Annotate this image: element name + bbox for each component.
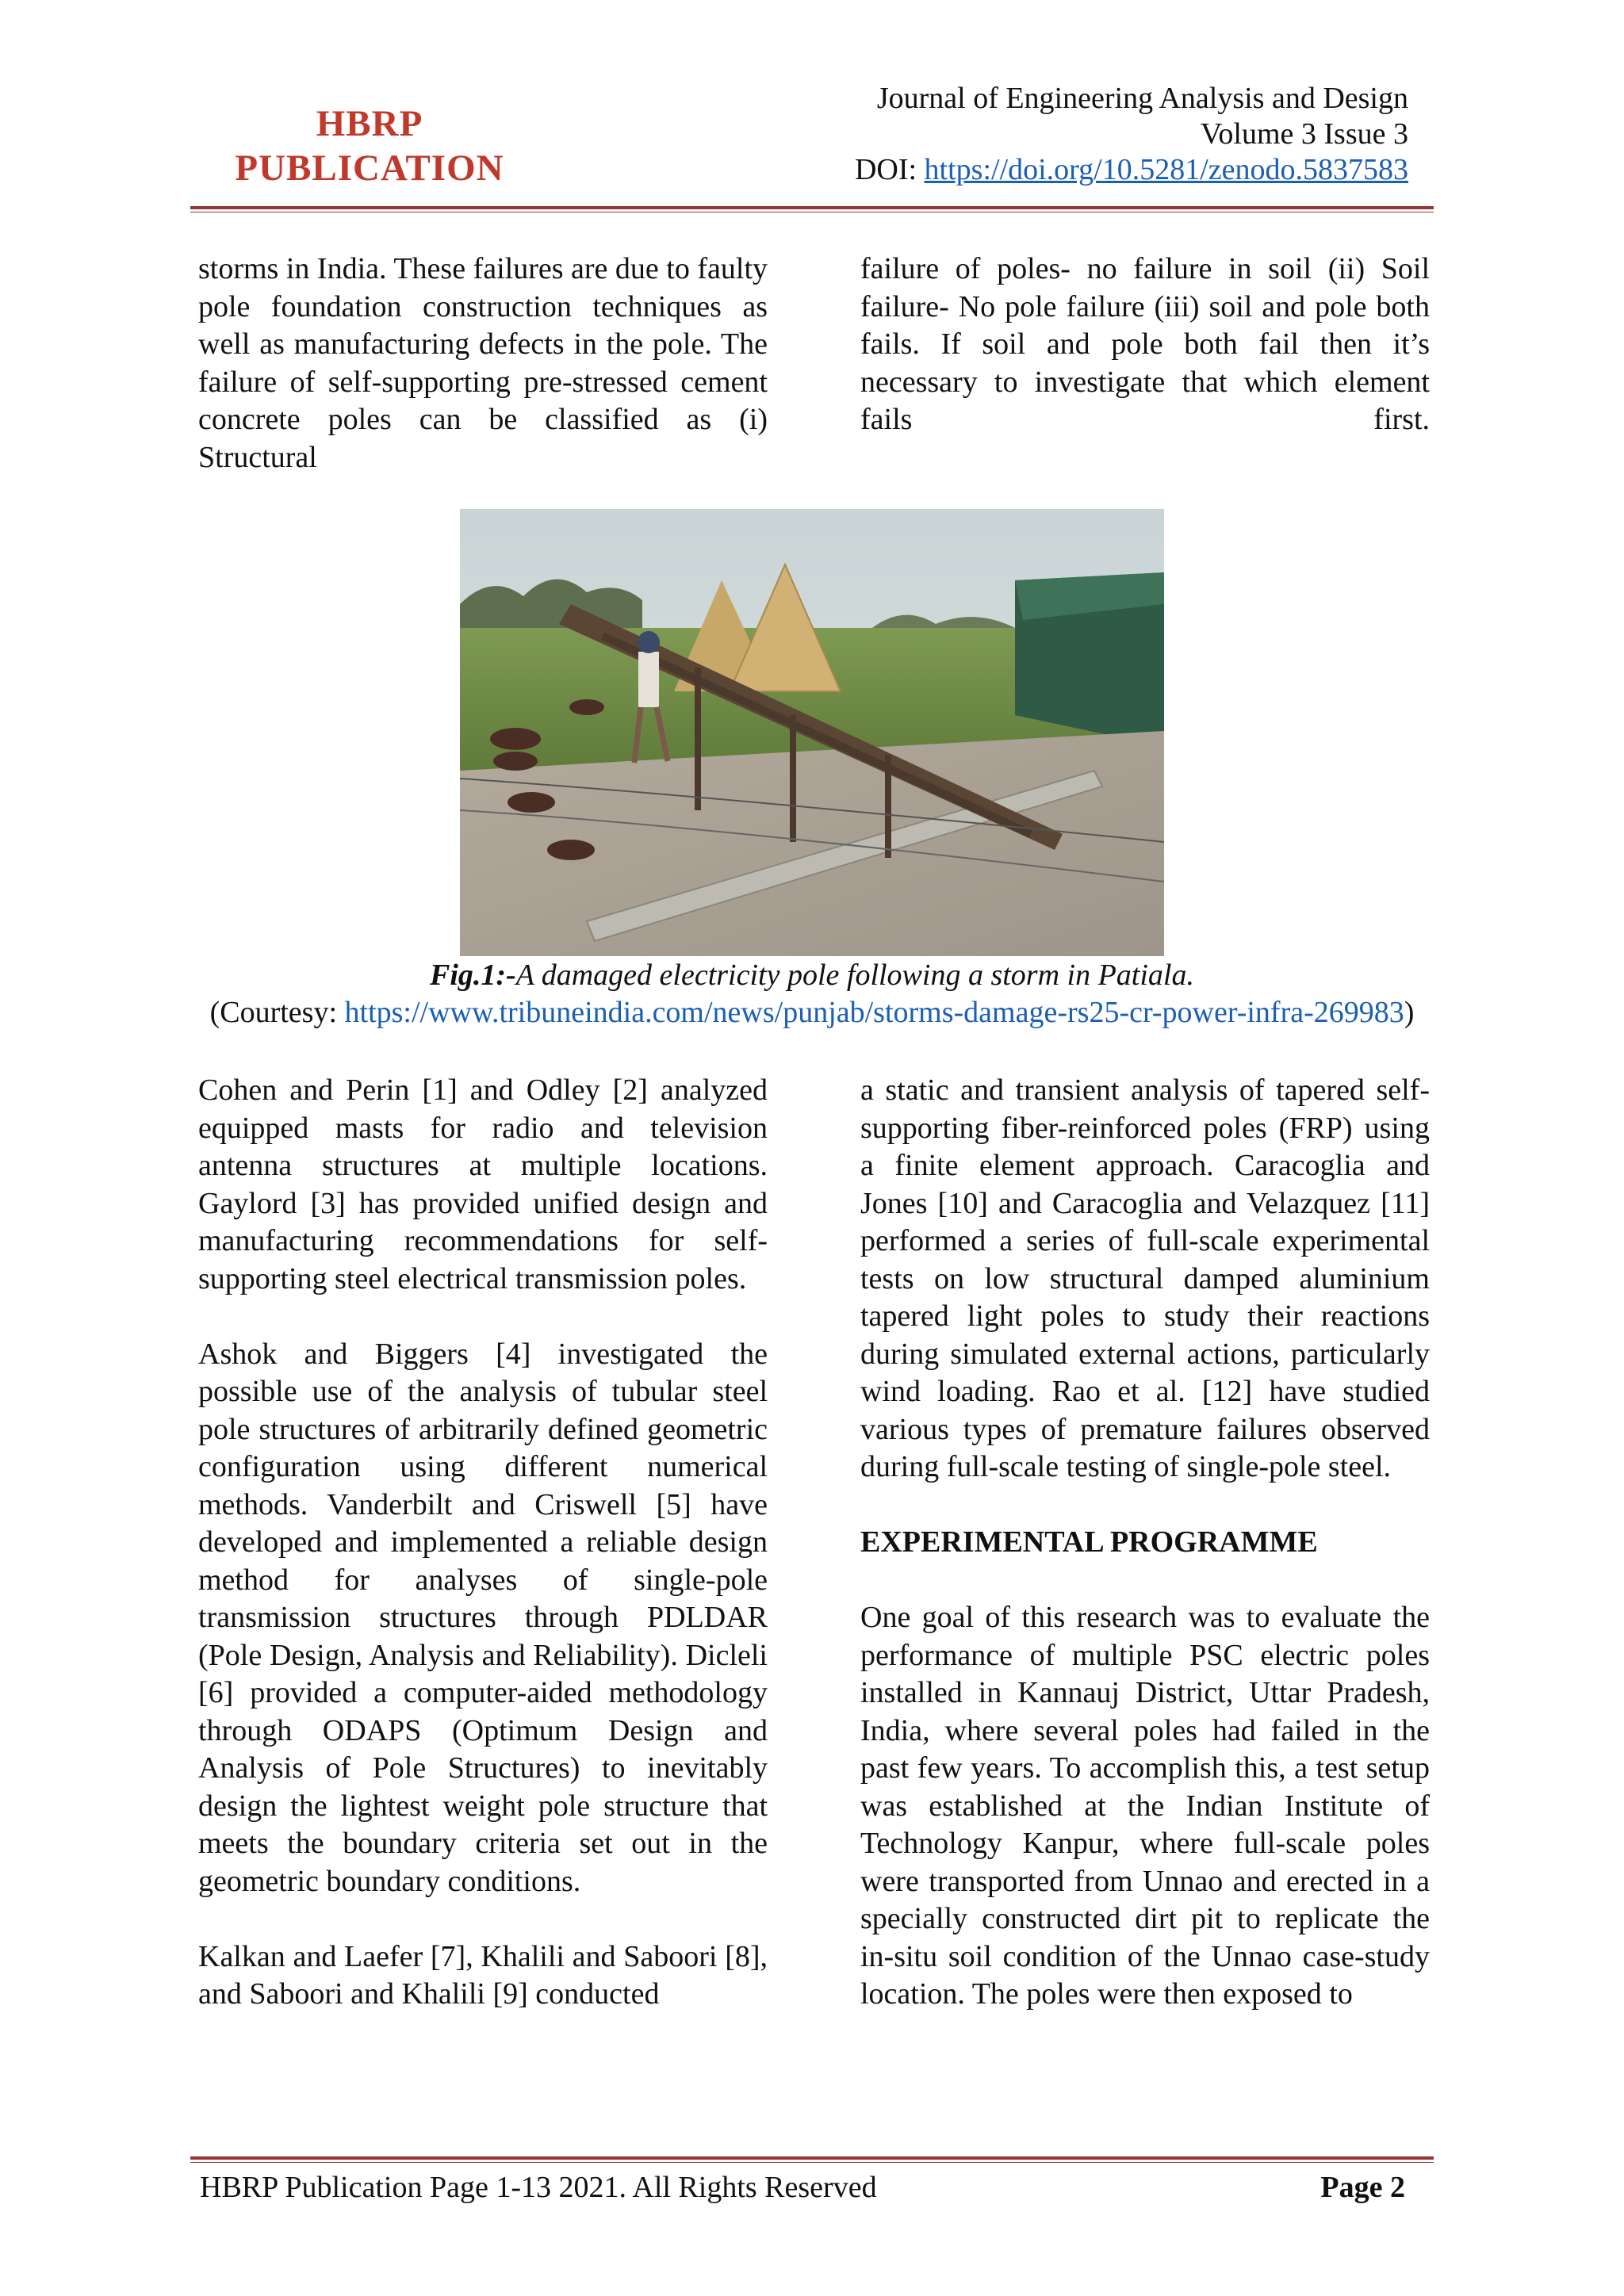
journal-title: Journal of Engineering Analysis and Design [876,82,1408,115]
figure-caption-text: A damaged electricity pole following a storm in Patiala. [515,959,1194,992]
courtesy-link[interactable]: https://www.tribuneindia.com/news/punjab/storms-damage-rs25-cr-power-infra-269983 [344,996,1404,1029]
right-column [860,1072,1430,2014]
top-right-column [860,251,1430,439]
left-paragraph-2: Ashok and Biggers [4] investigated the possible use of the analysis of tubular steel pole structures of arbitrarily defined geometric configuration using different numerical methods. Vanderbilt and Criswell [5] have developed and implemented a reliable design method for analyses of single-pole transmission structures through PDLDAR (Pole Design, Analysis and Reliability). Dicleli [6] provided a computer-aided methodology through ODAPS (Optimum Design and Analysis of Pole Structures) to inevitably design the lightest weight pole structure that meets the boundary criteria set out in the geometric boundary conditions. [198,1337,768,1898]
top-left-column [198,251,768,476]
footer-rule [190,2156,1434,2160]
page-number: Page 2 [1320,2171,1405,2204]
figure-damaged-pole-photo [460,509,1164,956]
courtesy-open: (Courtesy: [209,996,345,1029]
section-heading: EXPERIMENTAL PROGRAMME [860,1525,1318,1559]
journal-volume: Volume 3 Issue 3 [1200,117,1408,151]
header-rule [190,206,1434,209]
footer-copyright: HBRP Publication Page 1-13 2021. All Rights Reserved [200,2171,877,2204]
left-paragraph-3: Kalkan and Laefer [7], Khalili and Saboori [8], and Saboori and Khalili [9] conducted [198,1939,768,2011]
figure-caption [0,957,1624,993]
journal-info [855,81,1408,188]
left-column [198,1072,768,2014]
journal-doi [855,152,1408,188]
logo-line-1: HBRP [316,103,423,144]
publisher-logo [219,101,520,190]
top-right-paragraph: failure of poles- no failure in soil (ii) Soil failure- No pole failure (iii) soil and pole both fails. If soil and pole both fail then it’s necessary to investigate that which element fails first. [860,252,1430,436]
figure-courtesy [0,994,1624,1031]
footer-rule-thin [190,2162,1434,2163]
doi-link[interactable]: https://doi.org/10.5281/zenodo.5837583 [924,153,1408,186]
doi-label: DOI: [854,153,925,186]
right-paragraph-2: One goal of this research was to evaluate the performance of multiple PSC electric poles installed in Kannauj District, Uttar Pradesh, India, where several poles had failed in the past few years. To accomplish this, a test setup was established at the Indian Institute of Technology Kanpur, where full-scale poles were transported from Unnao and erected in a specially constructed dirt pit to replicate the in-situ soil condition of the Unnao case-study location. The poles were then exposed to [860,1601,1430,2011]
top-left-paragraph: storms in India. These failures are due to faulty pole foundation construction techniques as well as manufacturing defects in the pole. The failure of self-supporting pre-stressed cement concrete poles can be classified as (i) Structural [198,252,768,474]
left-paragraph-1: Cohen and Perin [1] and Odley [2] analyzed equipped masts for radio and television antenna structures at multiple locations. Gaylord [3] has provided unified design and manufacturing recommendations for self-supporting steel electrical transmission poles. [198,1073,768,1295]
courtesy-close: ) [1404,996,1415,1029]
damaged-pole-illustration [460,509,1164,956]
logo-line-2: PUBLICATION [235,147,504,189]
figure-label: Fig.1:- [430,959,516,992]
right-paragraph-1: a static and transient analysis of tapered self-supporting fiber-reinforced poles (FRP) using a finite element approach. Caracoglia and Jones [10] and Caracoglia and Velazquez [11] performed a series of full-scale experimental tests on low structural damped aluminium tapered light poles to study their reactions during simulated external actions, particularly wind loading. Rao et al. [12] have studied various types of premature failures observed during full-scale testing of single-pole steel. [860,1073,1430,1483]
